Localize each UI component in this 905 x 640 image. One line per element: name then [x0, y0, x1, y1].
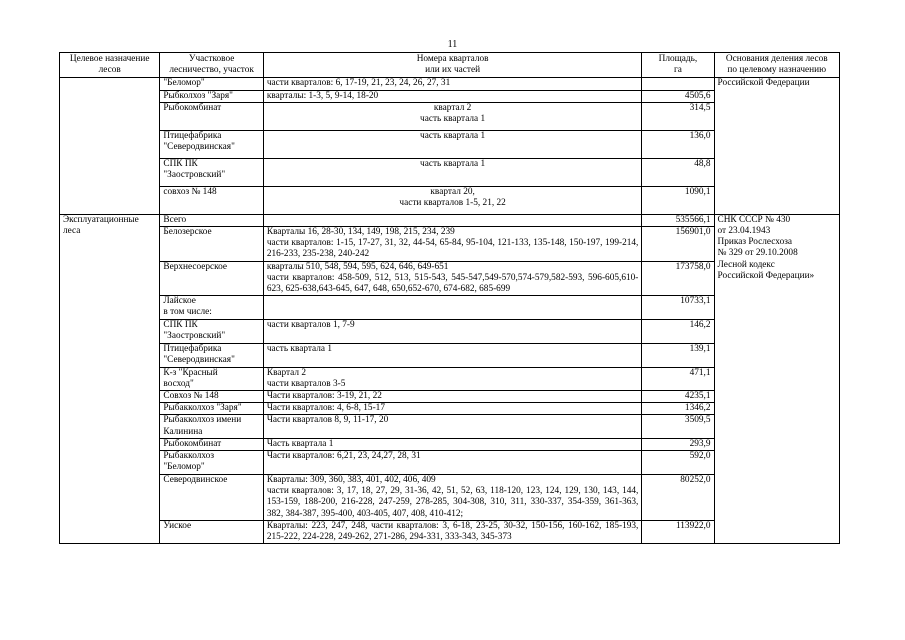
text-line: части кварталов 1-5, 21, 22 [399, 198, 506, 209]
area-cell: 136,0 [642, 130, 714, 158]
quarters-cell [263, 319, 641, 343]
text-line: Части кварталов: 4, 6-8, 15-17 [266, 403, 385, 414]
text-line: "Беломор" [163, 78, 205, 89]
area-cell: 314,5 [642, 102, 714, 130]
text-line: № 329 от 29.10.2008 [717, 248, 798, 259]
header-basis: Основания деления лесов по целевому назначению [714, 53, 840, 78]
text-line: Птицефабрика [163, 343, 222, 354]
text-line: Части кварталов: 3-19, 21, 22 [266, 391, 382, 402]
district-cell [160, 343, 264, 367]
text-line: Рыбколхоз "Заря" [163, 90, 233, 101]
quarters-cell [263, 102, 641, 130]
text-line: совхоз № 148 [163, 186, 217, 197]
quarters-cell [263, 158, 641, 186]
text-line: "Заостровский" [163, 330, 226, 341]
text-line: леса [63, 226, 81, 237]
header-quarters: Номера кварталов или их частей [263, 53, 641, 78]
district-cell [160, 475, 264, 521]
text-line: Рыбокомбинат [163, 438, 222, 449]
quarters-cell [263, 475, 641, 521]
area-cell: 4235,1 [642, 391, 714, 403]
area-cell: 4505,6 [642, 90, 714, 102]
area-cell: 113922,0 [642, 520, 714, 543]
quarters-cell [263, 130, 641, 158]
text-line: К-з "Красный [163, 367, 218, 378]
text-line: Кварталы 16, 28-30, 134, 149, 198, 215, 234, 239 [266, 227, 455, 238]
text-line: части кварталов: 458-509, 512, 513, 515-543, 545-547,549-570,574-579,582-593, 596-605,610-623, 625-638,643-645, 647, 648, 650,652-670, 674-682, 685-699 [266, 272, 639, 295]
quarters-cell [263, 520, 641, 543]
text-line: Белозерское [163, 227, 212, 238]
area-cell: 1346,2 [642, 403, 714, 415]
text-line: Кварталы: 223, 247, 248, части кварталов: 3, 6-18, 23-25, 30-32, 150-156, 160-162, 185-193, 215-222, 224-228, 249-262, 271-286, 294-331, 333-343, 345-373 [266, 520, 639, 543]
text-line: восход" [163, 378, 194, 389]
text-line: СПК ПК [163, 158, 198, 169]
text-line: Рыбакколхоз [163, 451, 214, 462]
table-row [60, 214, 840, 226]
text-line: "Северодвинская" [163, 354, 235, 365]
text-line: Приказ Рослесхоза [717, 237, 793, 248]
area-cell: 80252,0 [642, 475, 714, 521]
area-cell: 471,1 [642, 367, 714, 390]
quarters-cell [263, 343, 641, 367]
text-line: квартал 20, [430, 186, 475, 197]
text-line: часть квартала 1 [266, 343, 332, 354]
quarters-cell [263, 186, 641, 214]
text-line: части кварталов: 6, 17-19, 21, 23, 24, 26, 27, 31 [266, 78, 451, 89]
district-cell [160, 451, 264, 475]
basis-cell [714, 214, 840, 543]
text-line: от 23.04.1943 [717, 226, 771, 237]
district-cell [160, 102, 264, 130]
text-line: кварталы: 1-3, 5, 9-14, 18-20 [266, 90, 379, 101]
area-cell [642, 78, 714, 90]
district-cell [160, 391, 264, 403]
basis-cell: Российской Федерации [714, 78, 840, 214]
text-line: часть квартала 1 [420, 114, 486, 125]
district-cell [160, 130, 264, 158]
quarters-cell [263, 367, 641, 390]
area-cell: 139,1 [642, 343, 714, 367]
text-line: в том числе: [163, 307, 212, 318]
text-line: Северодвинское [163, 475, 228, 486]
quarters-cell [263, 415, 641, 438]
text-line: Лайское [163, 296, 196, 307]
area-cell: 146,2 [642, 319, 714, 343]
table-row [60, 78, 840, 90]
quarters-cell [263, 214, 641, 226]
text-line: части кварталов: 3, 17, 18, 27, 29, 31-36, 42, 51, 52, 63, 118-120, 123, 124, 129, 130, 143, 144, 153-159, 188-200, 216-228, 247-259, 278-285, 304-308, 310, 311, 330-337, 354-359, 361-363, 382, 384-387, 395-400, 403-405, 407, 408, 410-412; [266, 486, 639, 519]
text-line: Рыбокомбинат [163, 102, 222, 113]
text-line: квартал 2 [433, 102, 472, 113]
text-line: Кварталы: 309, 360, 383, 401, 402, 406, 409 [266, 475, 436, 486]
quarters-cell [263, 90, 641, 102]
district-cell [160, 186, 264, 214]
text-line: Верхнесоерское [163, 261, 228, 272]
district-cell [160, 415, 264, 438]
quarters-cell [263, 78, 641, 90]
district-cell [160, 158, 264, 186]
district-cell [160, 319, 264, 343]
text-line: Эксплуатационные [63, 214, 139, 225]
area-cell: 10733,1 [642, 296, 714, 319]
quarters-cell [263, 296, 641, 319]
district-cell [160, 520, 264, 543]
text-line: Калинина [163, 426, 203, 437]
purpose-cell [60, 214, 160, 543]
forest-purpose-table [59, 52, 840, 544]
area-cell: 3509,5 [642, 415, 714, 438]
text-line: Всего [163, 214, 187, 225]
district-cell [160, 296, 264, 319]
header-area: Площадь, га [642, 53, 714, 78]
header-district: Участковое лесничество, участок [160, 53, 264, 78]
quarters-cell [263, 451, 641, 475]
district-cell [160, 90, 264, 102]
district-cell [160, 261, 264, 296]
district-cell [160, 438, 264, 450]
district-cell [160, 403, 264, 415]
page-number: 11 [447, 39, 458, 50]
district-cell [160, 78, 264, 90]
quarters-cell [263, 261, 641, 296]
text-line: СПК ПК [163, 319, 198, 330]
text-line: Части кварталов: 6,21, 23, 24,27, 28, 31 [266, 451, 421, 462]
table-header-row [60, 53, 840, 78]
area-cell: 592,0 [642, 451, 714, 475]
text-line: Квартал 2 [266, 367, 306, 378]
area-cell: 173758,0 [642, 261, 714, 296]
area-cell: 48,8 [642, 158, 714, 186]
text-line: Лесной кодекс [717, 259, 775, 270]
text-line: Совхоз № 148 [163, 391, 219, 402]
area-cell: 293,9 [642, 438, 714, 450]
text-line: "Беломор" [163, 462, 205, 473]
quarters-cell [263, 391, 641, 403]
district-cell [160, 227, 264, 262]
area-cell: 156901,0 [642, 227, 714, 262]
text-line: части кварталов: 1-15, 17-27, 31, 32, 44-54, 65-84, 95-104, 121-133, 135-148, 150-197, 199-214, 216-233, 235-238, 240-242 [266, 238, 639, 260]
text-line: Птицефабрика [163, 130, 222, 141]
text-line: Российской Федерации» [717, 270, 815, 281]
text-line: части кварталов 3-5 [266, 378, 346, 389]
text-line: Рыбакколхоз имени [163, 415, 242, 426]
text-line: Части кварталов 8, 9, 11-17, 20 [266, 415, 389, 426]
district-cell [160, 214, 264, 226]
text-line: часть квартала 1 [420, 130, 486, 141]
area-cell: 535566,1 [642, 214, 714, 226]
text-line: СНК СССР № 430 [717, 214, 791, 225]
text-line: Уиское [163, 520, 192, 531]
text-line: части кварталов 1, 7-9 [266, 319, 355, 330]
area-cell: 1090,1 [642, 186, 714, 214]
header-purpose: Целевое назначение лесов [60, 53, 160, 78]
purpose-cell [60, 78, 160, 214]
text-line: Часть квартала 1 [266, 438, 334, 449]
district-cell [160, 367, 264, 390]
text-line: "Заостровский" [163, 170, 226, 181]
text-line: часть квартала 1 [420, 158, 486, 169]
quarters-cell [263, 438, 641, 450]
text-line: "Северодвинская" [163, 142, 235, 153]
text-line: кварталы 510, 548, 594, 595, 624, 646, 649-651 [266, 261, 449, 272]
quarters-cell [263, 227, 641, 262]
quarters-cell [263, 403, 641, 415]
text-line: Рыбакколхоз "Заря" [163, 403, 242, 414]
